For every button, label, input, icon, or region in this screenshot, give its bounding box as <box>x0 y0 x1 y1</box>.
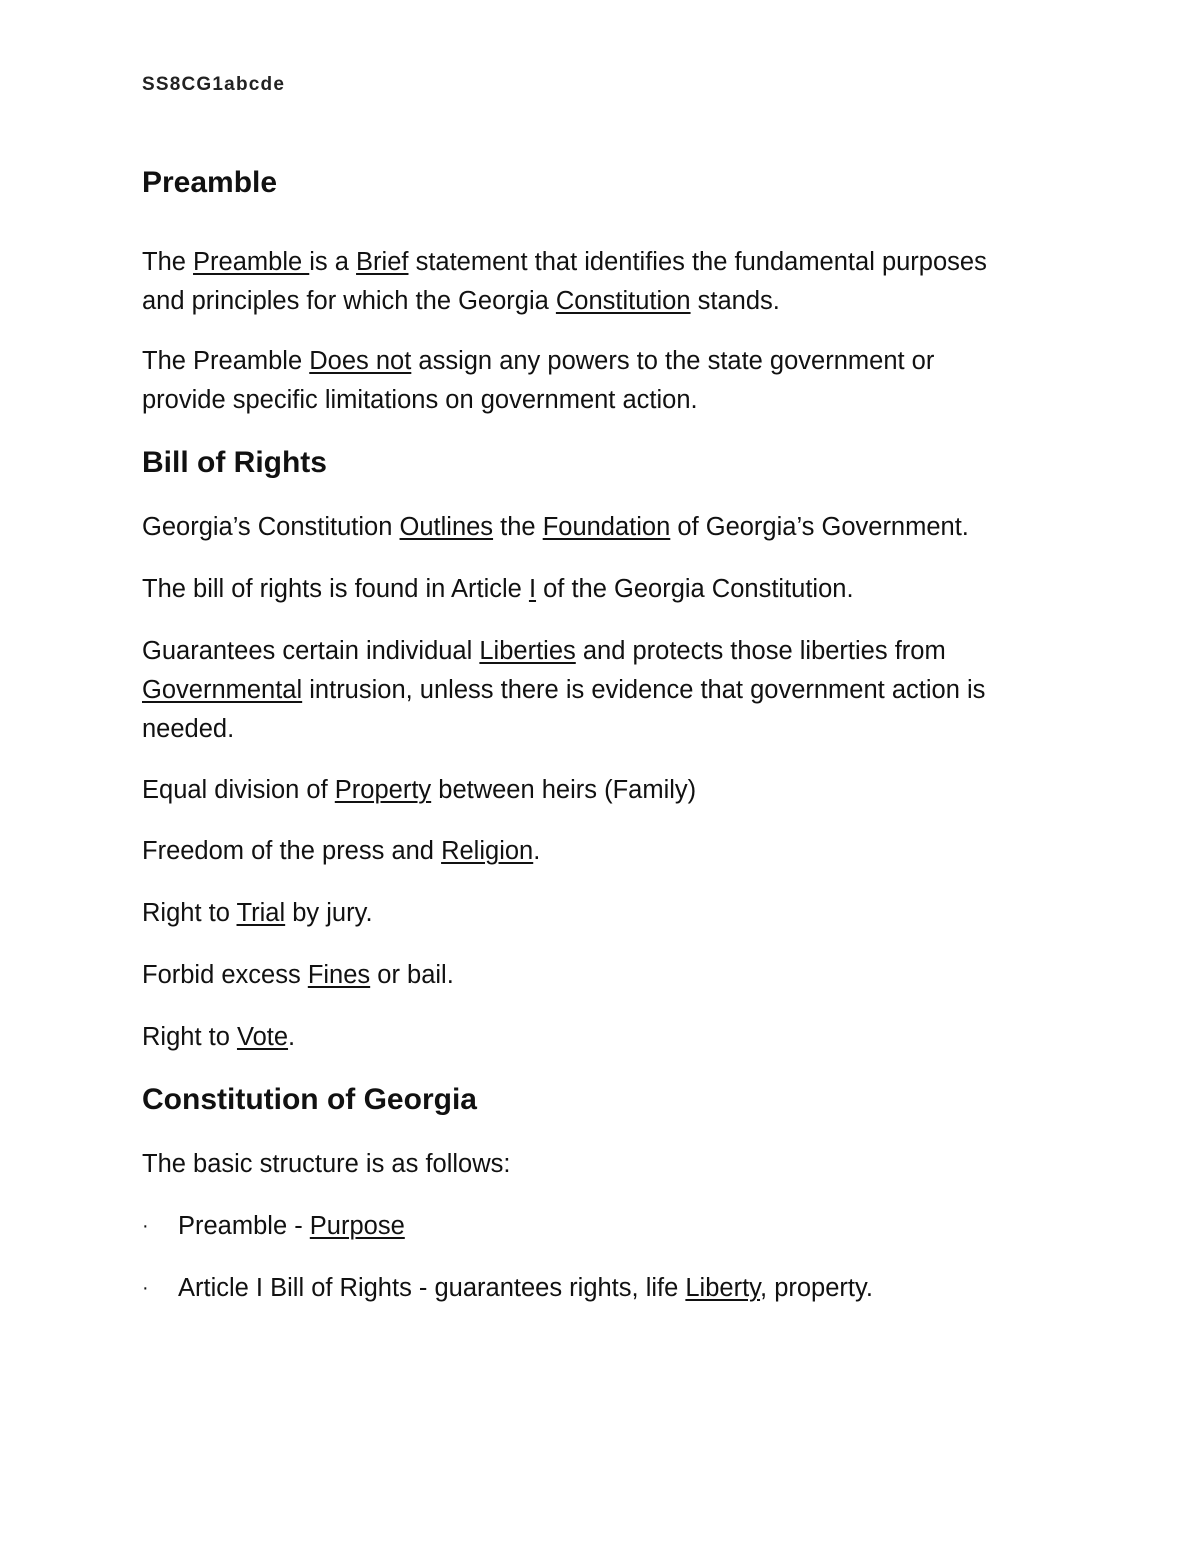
heading-constitution-of-georgia: Constitution of Georgia <box>142 1083 477 1116</box>
text-segment: by jury. <box>285 899 373 927</box>
text-segment: the <box>493 513 543 541</box>
text-segment: Forbid excess <box>142 961 308 989</box>
underlined-term: Fines <box>307 961 371 989</box>
underlined-term: Preamble <box>193 248 310 276</box>
text-segment: of the Georgia Constitution. <box>536 575 854 603</box>
preamble-paragraph-2 <box>142 342 1072 420</box>
standard-code: SS8CG1abcde <box>142 74 286 95</box>
bill-paragraph-2 <box>142 570 1072 609</box>
list-item <box>142 1269 873 1308</box>
underlined-term: Vote <box>236 1023 289 1051</box>
text-segment: of Georgia’s Government. <box>670 513 969 541</box>
text-segment: intrusion, unless there is evidence that government action is <box>302 676 986 704</box>
text-segment: Guarantees certain individual <box>142 637 480 665</box>
text-segment: needed. <box>142 715 235 743</box>
text-segment: The bill of rights is found in Article <box>142 575 529 603</box>
text-segment: Freedom of the press and <box>142 837 442 865</box>
text-segment: , property. <box>760 1274 873 1302</box>
bill-paragraph-3 <box>142 632 1072 749</box>
text-segment: Preamble - <box>178 1212 310 1240</box>
bill-paragraph-6 <box>142 894 1072 933</box>
preamble-paragraph-1 <box>142 243 1072 321</box>
text-segment: Equal division of <box>142 776 335 804</box>
text-segment: statement that identifies the fundamental purposes <box>408 248 987 276</box>
underlined-term: Trial <box>236 899 286 927</box>
bullet-icon: · <box>142 1277 149 1299</box>
underlined-term: Purpose <box>309 1212 405 1240</box>
constitution-intro <box>142 1145 1072 1184</box>
underlined-term: Does not <box>309 347 412 375</box>
bill-paragraph-1 <box>142 508 1072 547</box>
text-segment: . <box>533 837 541 865</box>
underlined-term: I <box>528 575 537 603</box>
text-segment: Right to <box>142 1023 237 1051</box>
bullet-icon: · <box>142 1215 149 1237</box>
text-segment: and protects those liberties from <box>575 637 946 665</box>
underlined-term: Liberty <box>685 1274 761 1302</box>
text-segment: The basic structure is as follows: <box>142 1150 511 1178</box>
text-segment: is a <box>309 248 357 276</box>
text-segment: stands. <box>690 287 780 315</box>
underlined-term: Governmental <box>142 676 303 704</box>
bill-paragraph-8 <box>142 1018 1072 1057</box>
text-segment: The <box>142 248 194 276</box>
underlined-term: Property <box>334 776 432 804</box>
underlined-term: Foundation <box>542 513 671 541</box>
list-item <box>142 1207 405 1246</box>
text-segment: and principles for which the Georgia <box>142 287 556 315</box>
bill-paragraph-4 <box>142 771 1072 810</box>
text-segment: Right to <box>142 899 237 927</box>
heading-bill-of-rights: Bill of Rights <box>142 446 327 479</box>
text-segment: The Preamble <box>142 347 310 375</box>
bill-paragraph-5 <box>142 832 1072 871</box>
text-segment: Article I Bill of Rights - guarantees rights, life <box>178 1274 686 1302</box>
underlined-term: Constitution <box>555 287 691 315</box>
text-segment: Georgia’s Constitution <box>142 513 400 541</box>
underlined-term: Brief <box>356 248 409 276</box>
bill-paragraph-7 <box>142 956 1072 995</box>
text-segment: between heirs (Family) <box>431 776 697 804</box>
underlined-term: Outlines <box>399 513 494 541</box>
text-segment: or bail. <box>370 961 454 989</box>
underlined-term: Religion <box>441 837 534 865</box>
text-segment: provide specific limitations on government action. <box>142 386 698 414</box>
heading-preamble: Preamble <box>142 166 278 199</box>
underlined-term: Liberties <box>479 637 576 665</box>
text-segment: . <box>288 1023 296 1051</box>
text-segment: assign any powers to the state government or <box>411 347 935 375</box>
